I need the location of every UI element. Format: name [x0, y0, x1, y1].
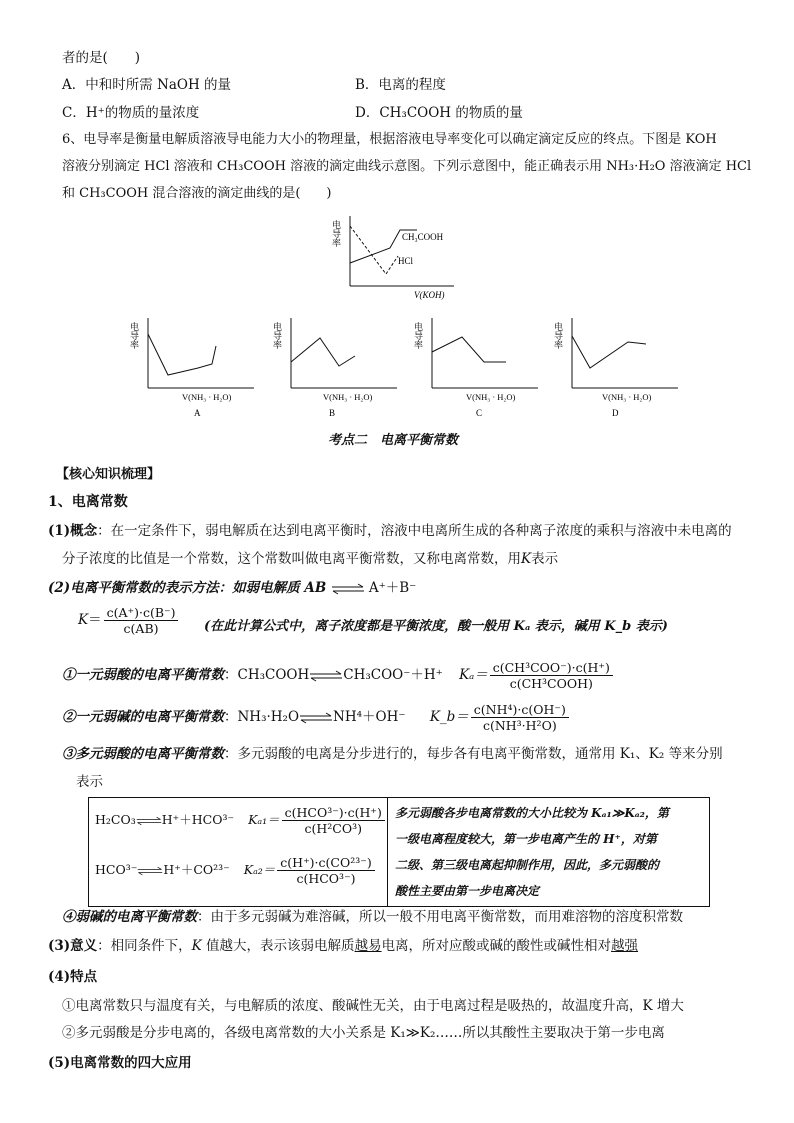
- core-knowledge-heading: 【核心知识梳理】: [56, 467, 161, 482]
- equilibrium-arrows-icon: [136, 816, 162, 826]
- k-lhs: K: [78, 612, 89, 628]
- box-k1-denominator: c(H²CO³): [304, 821, 363, 836]
- base-eq-right: NH⁴＋OH⁻: [333, 709, 406, 725]
- graph-b-ylabel: 电导率: [272, 322, 282, 349]
- concept-k: K: [521, 551, 532, 567]
- concept-line-1: [48, 522, 732, 540]
- q5-option-d[interactable]: D．CH₃COOH 的物质的量: [355, 105, 523, 121]
- graph-a-xlabel: V(NH₃ · H₂O): [182, 392, 232, 402]
- q6-line-3: 和 CH₃COOH 混合溶液的滴定曲线的是( ): [62, 186, 332, 201]
- concept-label: (1)概念: [48, 523, 98, 539]
- base-k: K_b＝: [429, 709, 469, 725]
- graph-c-ylabel: 电导率: [413, 322, 423, 349]
- graph-c-curve: [432, 337, 506, 362]
- poly-line-1: [62, 745, 723, 763]
- graph-c-letter: C: [476, 408, 483, 418]
- graph-b-xlabel: V(NH₃ · H₂O): [323, 392, 373, 402]
- q6-line-1: 6、电导率是衡量电解质溶液导电能力大小的物理量，根据溶液电导率变化可以确定滴定反应的终点。下图是 KOH: [62, 132, 717, 147]
- graph-b-letter: B: [329, 408, 336, 418]
- equilibrium-arrows-icon: [299, 713, 333, 723]
- base-numerator: c(NH⁴)·c(OH⁻): [471, 702, 569, 718]
- heading-ionization-constant: 1、电离常数: [48, 494, 128, 510]
- weak-base-label: ④弱碱的电离平衡常数: [62, 909, 197, 925]
- expression-method-right: A⁺＋B⁻: [368, 580, 417, 596]
- polyprotic-box: [88, 797, 710, 907]
- characteristic-1: ①电离常数只与温度有关，与电解质的浓度、酸碱性无关，由于电离过程是吸热的，故温度升高，K 增大: [62, 998, 684, 1014]
- significance-text-b: 值越大，表示该弱电解质: [201, 938, 355, 954]
- ref-ylabel: 电导率: [331, 220, 341, 247]
- acid-denominator: c(CH³COOH): [509, 676, 593, 691]
- box-k2-fraction: [277, 855, 374, 886]
- graph-d-letter: D: [612, 408, 619, 418]
- significance-k: K: [191, 938, 202, 954]
- concept-text-2b: 表示: [531, 551, 559, 567]
- q5-option-a[interactable]: A．中和时所需 NaOH 的量: [62, 77, 232, 93]
- q5-option-b[interactable]: B．电离的程度: [355, 77, 446, 93]
- equilibrium-arrows-icon: [137, 866, 163, 876]
- ref-curve-hcl: [350, 226, 398, 274]
- acid-numerator: c(CH³COO⁻)·c(H⁺): [490, 660, 613, 676]
- option-graph-b[interactable]: [272, 312, 403, 422]
- k-note: (在此计算公式中，离子浓度都是平衡浓度，酸一般用 Kₐ 表示，碱用 K_b 表示): [204, 619, 668, 634]
- significance-text-c: 电离，所对应酸或碱的酸性或碱性相对: [381, 938, 612, 954]
- graph-a-curve: [148, 334, 216, 375]
- weak-base-line: [62, 908, 683, 926]
- box-eq-2: [95, 854, 377, 886]
- equilibrium-arrows-icon: [331, 584, 365, 594]
- graph-d-xlabel: V(NH₃ · H₂O): [602, 392, 652, 402]
- box-k1: Kₐ₁＝: [248, 812, 280, 827]
- concept-text-2a: 分子浓度的比值是一个常数，这个常数叫做电离平衡常数，又称电离常数，用: [62, 551, 521, 567]
- concept-line-2: [62, 550, 558, 568]
- q5-option-c[interactable]: C．H⁺的物质的量浓度: [62, 105, 200, 121]
- box-note-2: 一级电离程度较大，第一步电离产生的 H⁺，对第: [395, 832, 657, 846]
- option-graph-a[interactable]: [129, 312, 260, 422]
- acid-constant-line: [62, 658, 615, 692]
- base-constant-line: [62, 700, 571, 734]
- significance-underline-1: 越易: [354, 938, 382, 954]
- characteristics-label: (4)特点: [48, 969, 98, 985]
- poly-label: ③多元弱酸的电离平衡常数: [62, 746, 224, 762]
- box-eq-1: [95, 804, 387, 836]
- graph-d-ylabel: 电导率: [553, 322, 563, 349]
- k-fraction: [104, 605, 179, 636]
- base-fraction: [471, 702, 569, 733]
- graph-c-xlabel: V(NH₃ · H₂O): [466, 392, 516, 402]
- acid-eq-right: CH₃COO⁻＋H⁺: [343, 667, 443, 683]
- graph-d-curve: [572, 336, 646, 368]
- acid-k: Kₐ＝: [459, 667, 488, 683]
- box-note-4: 酸性主要由第一步电离决定: [395, 884, 540, 898]
- concept-text: ：在一定条件下，弱电解质在达到电离平衡时，溶液中电离所生成的各种离子浓度的乘积与溶液中未电离的: [97, 523, 732, 539]
- k-general-formula: K＝ $\frac{c(A^+)\cdot c(B^-)}{c(AB)}$: [78, 604, 180, 636]
- weak-base-text: ：由于多元弱碱为难溶碱，所以一般不用电离平衡常数，而用难溶物的溶度积常数: [197, 909, 683, 925]
- ref-label-hcl: HCl: [398, 256, 414, 266]
- option-graph-d[interactable]: [553, 312, 684, 422]
- graph-b-curve: [291, 338, 355, 366]
- box-note-1: 多元弱酸各步电离常数的大小比较为 Kₐ₁≫Kₐ₂，第: [395, 806, 669, 820]
- box-k1-numerator: c(HCO³⁻)·c(H⁺): [282, 805, 385, 821]
- box-note-3: 二级、第三级电离起抑制作用，因此，多元弱酸的: [395, 858, 660, 872]
- reference-titration-graph: [332, 208, 462, 303]
- characteristic-2: ②多元弱酸是分步电离的，各级电离常数的大小关系是 K₁≫K₂……所以其酸性主要取决于第一步电离: [62, 1025, 665, 1041]
- box-eq1-left: H₂CO₃: [95, 812, 136, 827]
- box-k2-numerator: c(H⁺)·c(CO²³⁻): [277, 855, 374, 871]
- applications-label: (5)电离常数的四大应用: [48, 1055, 192, 1071]
- acid-eq-left: ：CH₃COOH: [224, 667, 310, 683]
- box-eq2-right: H⁺＋CO²³⁻: [163, 862, 230, 877]
- expression-method-label: (2)电离平衡常数的表示方法：如弱电解质 AB: [48, 580, 327, 596]
- base-denominator: c(NH³·H²O): [482, 718, 557, 733]
- graph-a-ylabel: 电导率: [129, 322, 139, 349]
- equilibrium-arrows-icon: [309, 671, 343, 681]
- q6-line-2: 溶液分别滴定 HCl 溶液和 CH₃COOH 溶液的滴定曲线示意图。下列示意图中，能正确表示用 NH₃·H₂O 溶液滴定 HCl: [62, 159, 752, 174]
- ref-xlabel: V(KOH): [414, 290, 445, 300]
- ref-label-ch3cooh: CH₃COOH: [402, 232, 444, 242]
- poly-line-2: 表示: [76, 774, 103, 790]
- box-eq1-right: H⁺＋HCO³⁻: [161, 812, 235, 827]
- acid-label: ①一元弱酸的电离平衡常数: [62, 667, 224, 683]
- expression-method-line: [48, 579, 416, 597]
- box-k2-denominator: c(HCO³⁻): [296, 871, 356, 886]
- box-divider: [387, 798, 388, 906]
- significance-line: [48, 937, 638, 955]
- box-k2: Kₐ₂＝: [243, 862, 276, 877]
- q5-stem-tail: 者的是( ): [62, 50, 141, 66]
- box-eq2-left: HCO³⁻: [95, 862, 138, 877]
- option-graph-c[interactable]: [413, 312, 544, 422]
- k-numerator: c(A⁺)·c(B⁻): [104, 605, 179, 621]
- significance-underline-2: 越强: [611, 938, 639, 954]
- section-title: 考点二 电离平衡常数: [328, 433, 459, 448]
- k-denominator: c(AB): [123, 621, 159, 636]
- base-eq-left: ：NH₃·H₂O: [224, 709, 300, 725]
- acid-fraction: [490, 660, 613, 691]
- box-k1-fraction: [282, 805, 385, 836]
- graph-a-letter: A: [194, 408, 201, 418]
- significance-text-a: ：相同条件下，: [97, 938, 192, 954]
- significance-label: (3)意义: [48, 938, 98, 954]
- poly-text: ：多元弱酸的电离是分步进行的，每步各有电离平衡常数，通常用 K₁、K₂ 等来分别: [224, 746, 723, 762]
- base-label: ②一元弱碱的电离平衡常数: [62, 709, 224, 725]
